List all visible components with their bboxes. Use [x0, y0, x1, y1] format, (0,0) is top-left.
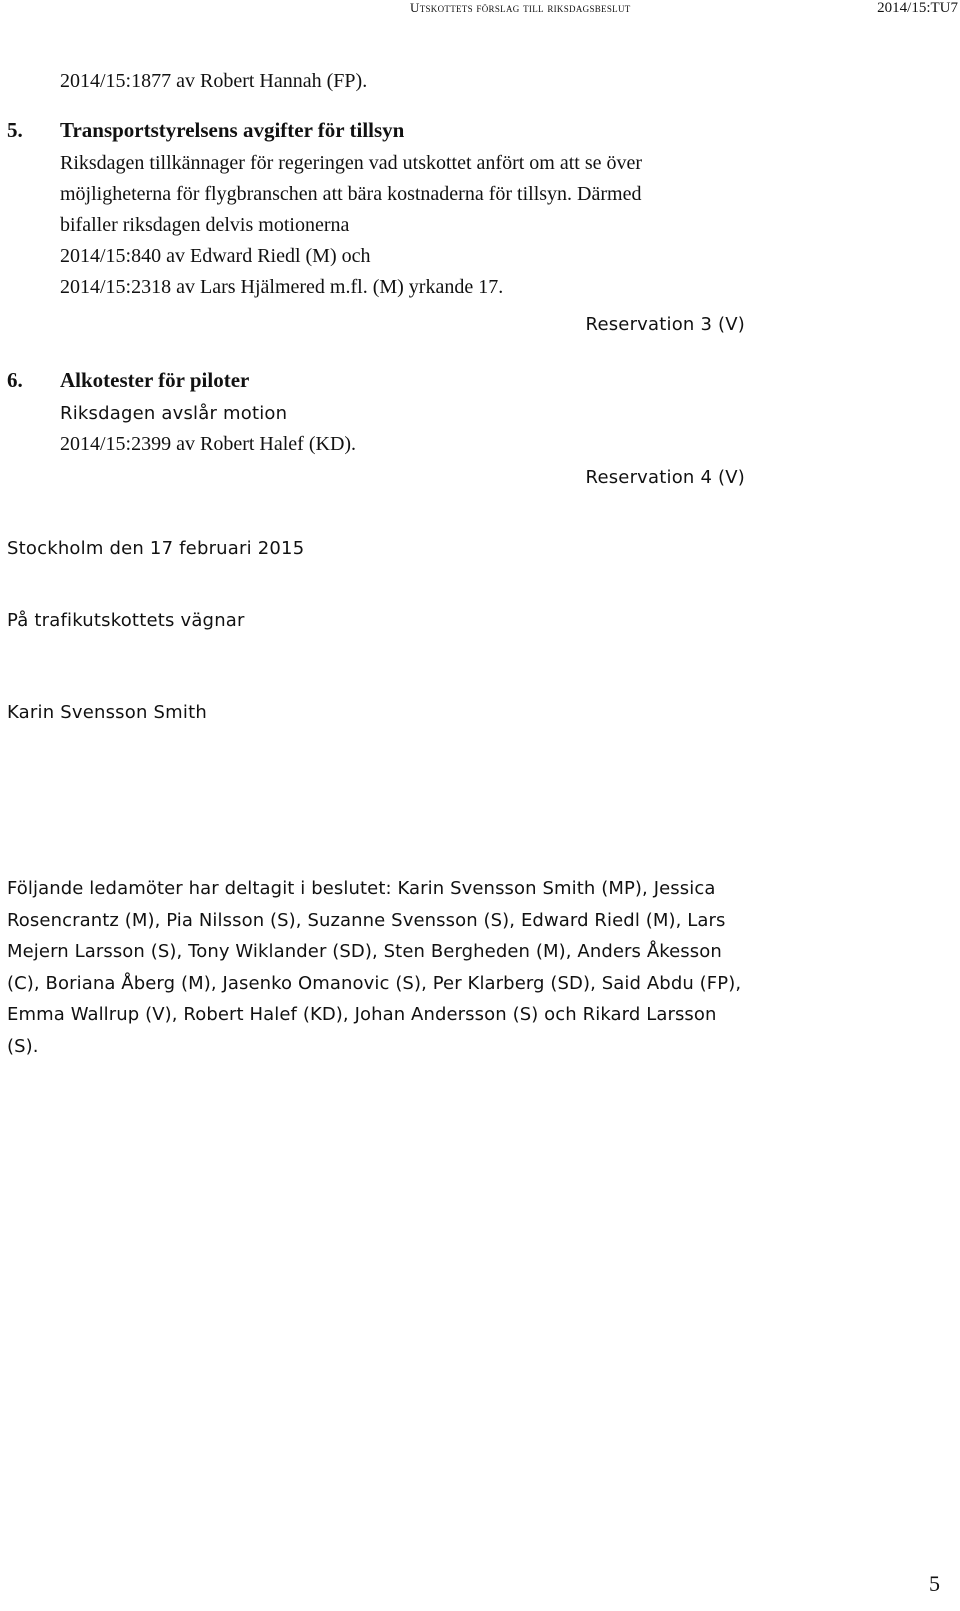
- page-number: 5: [929, 1571, 940, 1596]
- place-date: Stockholm den 17 februari 2015: [7, 538, 305, 559]
- signatory-name: Karin Svensson Smith: [7, 702, 207, 723]
- proposal-text-line: möjligheterna för flygbranschen att bära kostnaderna för tillsyn. Därmed: [60, 183, 642, 205]
- proposal-text-line: bifaller riksdagen delvis motionerna: [60, 214, 350, 236]
- proposal-text: [60, 398, 760, 460]
- proposal-text-line: Riksdagen avslår motion: [60, 403, 288, 424]
- carryover-motion-line: 2014/15:1877 av Robert Hannah (FP).: [60, 70, 368, 92]
- proposal-title: Transportstyrelsens avgifter för tillsyn: [60, 118, 405, 142]
- proposal-text-line: 2014/15:840 av Edward Riedl (M) och: [60, 245, 371, 267]
- reservation-reference: Reservation 4 (V): [585, 467, 745, 488]
- proposal-text-line: 2014/15:2318 av Lars Hjälmered m.fl. (M) yrkande 17.: [60, 276, 504, 298]
- reservation-reference: Reservation 3 (V): [585, 314, 745, 335]
- proposal-title: Alkotester för piloter: [60, 368, 250, 392]
- running-header-title: Utskottets förslag till riksdagsbeslut: [410, 0, 631, 15]
- proposal-text-line: Riksdagen tillkännager för regeringen vad utskottet anfört om att se över: [60, 152, 643, 174]
- proposal-number: 5.: [7, 118, 23, 142]
- proposal-text: [60, 148, 760, 303]
- proposal-number: 6.: [7, 368, 23, 392]
- proposal-text-line: 2014/15:2399 av Robert Halef (KD).: [60, 433, 357, 455]
- report-code: 2014/15:TU7: [877, 0, 958, 16]
- on-behalf-of: På trafikutskottets vägnar: [7, 610, 245, 631]
- participants-paragraph: Följande ledamöter har deltagit i beslutet: Karin Svensson Smith (MP), Jessica Rosencrantz (M), Pia Nilsson (S), Suzanne Svensson (S), Edward Riedl (M), Lars Mejern Larsson (S), Tony Wiklander (SD), Sten Bergheden (M), Anders Åkesson (C), Boriana Åberg (M), Jasenko Omanovic (S), Per Klarberg (SD), Said Abdu (FP), Emma Wallrup (V), Robert Halef (KD), Johan Andersson (S) och Rikard Larsson (S).: [7, 878, 742, 1057]
